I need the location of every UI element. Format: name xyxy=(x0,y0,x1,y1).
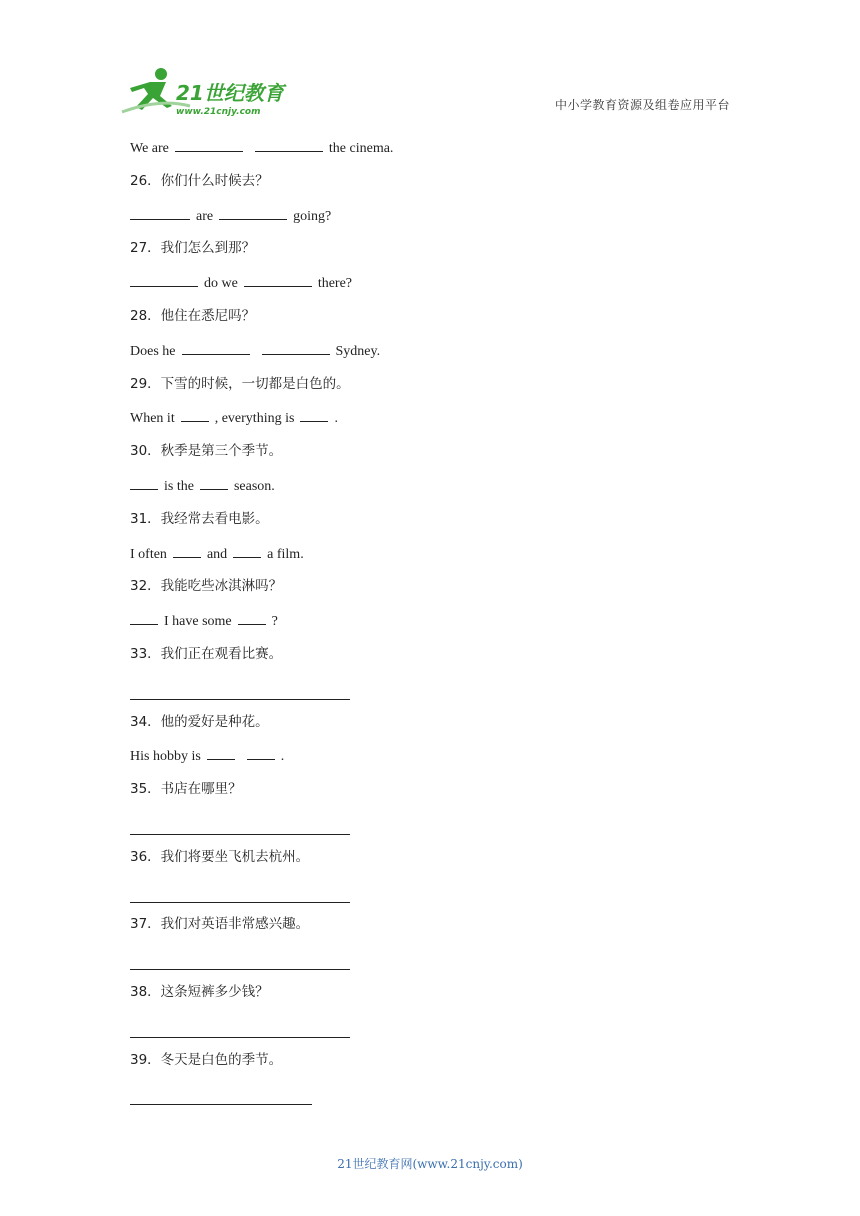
blank[interactable] xyxy=(233,543,261,558)
question-32: 32．我能吃些冰淇淋吗？ xyxy=(130,578,283,595)
blank[interactable] xyxy=(200,475,228,490)
blank[interactable] xyxy=(182,340,250,355)
answer-line-25: We are the cinema. xyxy=(130,137,730,171)
platform-name: 中小学教育资源及组卷应用平台 xyxy=(554,98,730,112)
answer-line-30: is the season. xyxy=(130,475,730,509)
question-28: 28．他住在悉尼吗？ xyxy=(130,307,256,324)
question-29: 29．下雪的时候，一切都是白色的。 xyxy=(130,375,350,392)
answer-line-38[interactable] xyxy=(130,1016,730,1050)
blank[interactable] xyxy=(262,340,330,355)
answer-line-36[interactable] xyxy=(130,881,730,915)
logo xyxy=(120,62,300,118)
answer-line-37[interactable] xyxy=(130,948,730,982)
question-38: 38．这条短裤多少钱？ xyxy=(130,983,269,1000)
blank[interactable] xyxy=(130,610,158,625)
blank[interactable] xyxy=(181,407,209,422)
question-26: 26．你们什么时候去？ xyxy=(130,172,269,189)
blank[interactable] xyxy=(300,407,328,422)
blank[interactable] xyxy=(130,272,198,287)
question-36: 36．我们将要坐飞机去杭州。 xyxy=(130,848,310,865)
question-34: 34．他的爱好是种花。 xyxy=(130,713,269,730)
blank[interactable] xyxy=(219,205,287,220)
blank[interactable] xyxy=(255,137,323,152)
question-31: 31．我经常去看电影。 xyxy=(130,510,269,527)
logo-main-text: 21世纪教育 xyxy=(176,81,284,105)
blank[interactable] xyxy=(207,745,235,760)
blank[interactable] xyxy=(173,543,201,558)
question-39: 39．冬天是白色的季节。 xyxy=(130,1051,283,1068)
blank[interactable] xyxy=(175,137,243,152)
page-footer: 21世纪教育网(www.21cnjy.com) xyxy=(337,1157,523,1171)
logo-sub-text: www.21cnjy.com xyxy=(176,107,261,117)
page-header xyxy=(0,0,860,130)
answer-line-29: When it , everything is . xyxy=(130,407,730,441)
answer-line-34: His hobby is . xyxy=(130,745,730,779)
question-list xyxy=(130,137,730,1117)
answer-line-33[interactable] xyxy=(130,678,730,712)
question-37: 37．我们对英语非常感兴趣。 xyxy=(130,916,310,933)
answer-line-32: I have some ? xyxy=(130,610,730,644)
blank[interactable] xyxy=(244,272,312,287)
answer-line-26: are going? xyxy=(130,205,730,239)
blank[interactable] xyxy=(130,475,158,490)
question-35: 35．书店在哪里？ xyxy=(130,781,242,798)
answer-line-35[interactable] xyxy=(130,813,730,847)
question-27: 27．我们怎么到那？ xyxy=(130,240,256,257)
answer-line-27: do we there? xyxy=(130,272,730,306)
question-30: 30．秋季是第三个季节。 xyxy=(130,443,283,460)
blank[interactable] xyxy=(238,610,266,625)
question-33: 33．我们正在观看比赛。 xyxy=(130,645,283,662)
blank[interactable] xyxy=(247,745,275,760)
answer-line-39[interactable] xyxy=(130,1083,730,1117)
blank[interactable] xyxy=(130,205,190,220)
answer-line-31: I often and a film. xyxy=(130,543,730,577)
answer-line-28: Does he Sydney. xyxy=(130,340,730,374)
